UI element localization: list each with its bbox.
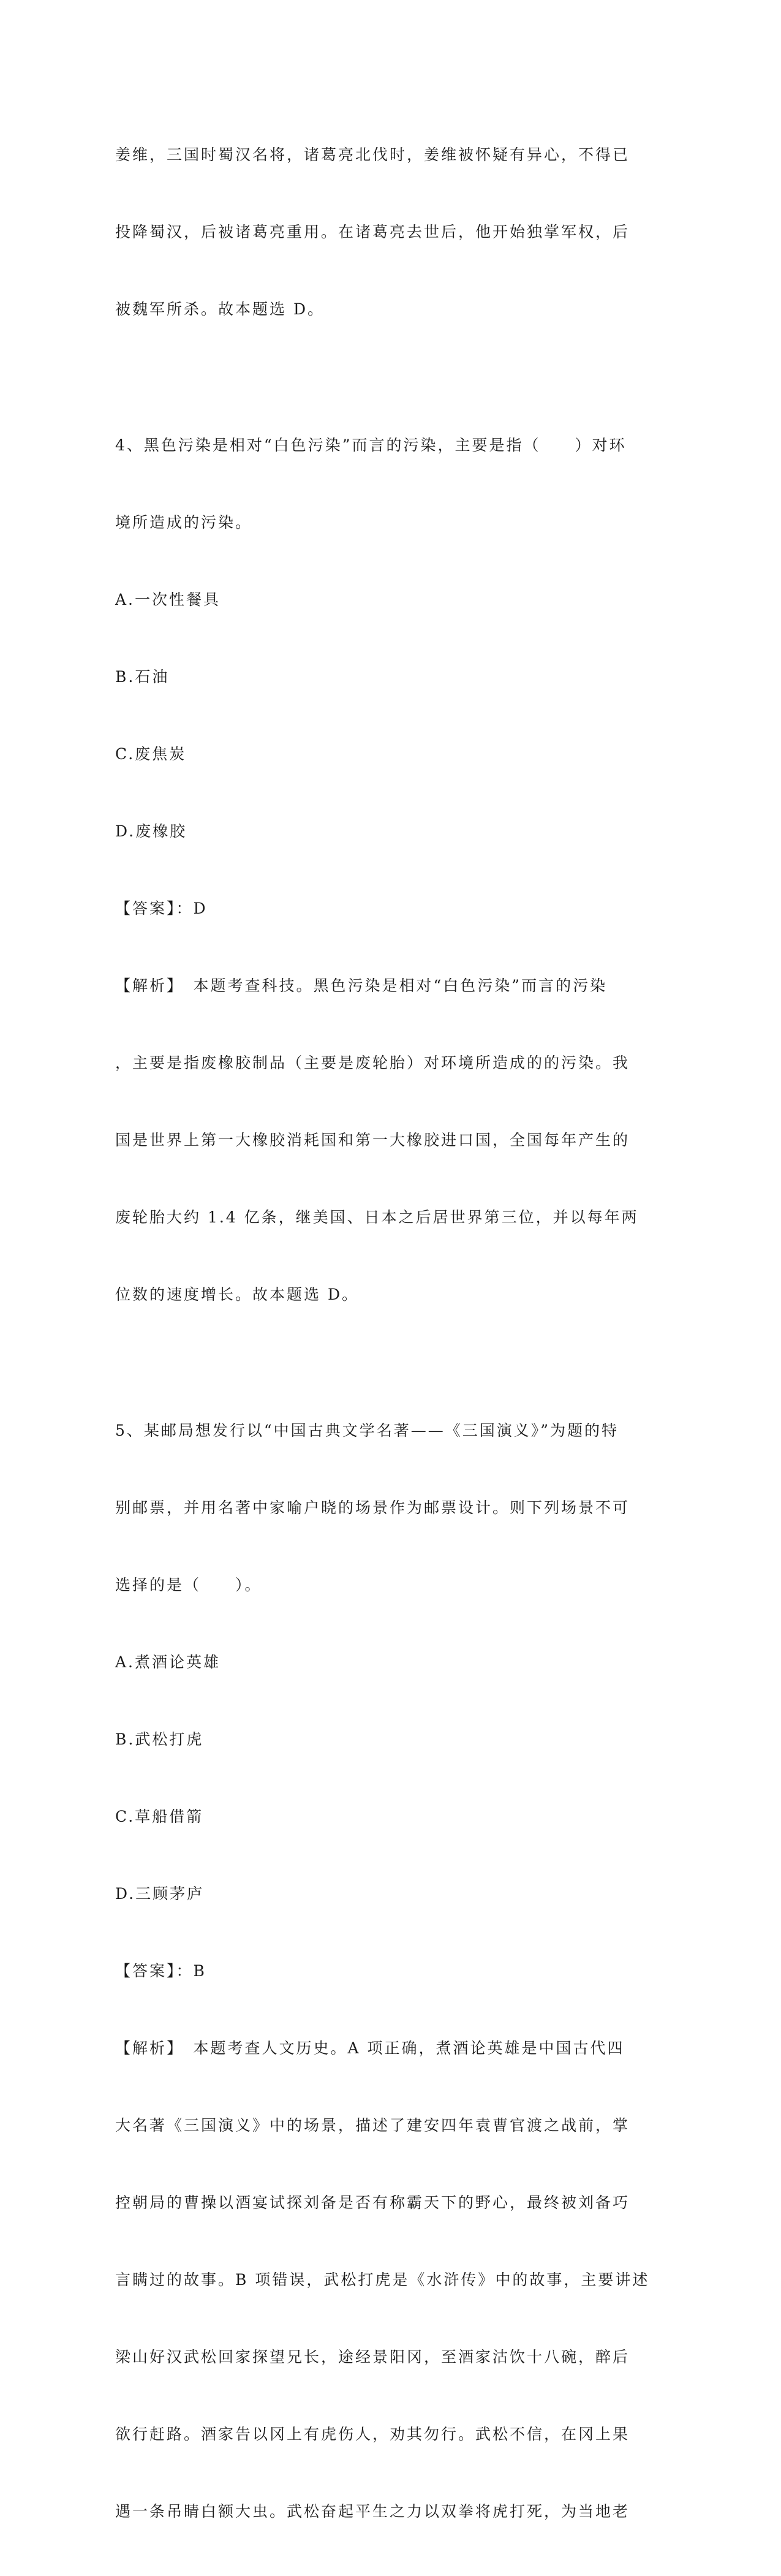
question-4-analysis: 废轮胎大约 1.4 亿条，继美国、日本之后居世界第三位，并以每年两 xyxy=(115,1208,639,1226)
question-4-answer: 【答案】：D xyxy=(115,900,208,917)
intro-line: 被魏军所杀。故本题选 D。 xyxy=(115,300,325,318)
question-5-option-b: B.武松打虎 xyxy=(115,1730,204,1748)
spacer xyxy=(115,1359,654,1366)
question-4-analysis: 位数的速度增长。故本题选 D。 xyxy=(115,1286,359,1303)
question-5-analysis: 欲行赶路。酒家告以冈上有虎伤人，劝其勿行。武松不信，在冈上果 xyxy=(115,2425,630,2443)
question-5-analysis: 遇一条吊睛白额大虫。武松奋起平生之力以双拳将虎打死，为当地老 xyxy=(115,2502,630,2520)
intro-paragraph xyxy=(115,91,654,374)
question-4 xyxy=(115,381,654,1359)
intro-line: 姜维，三国时蜀汉名将，诸葛亮北伐时，姜维被怀疑有异心，不得已 xyxy=(115,146,630,164)
question-4-text: 境所造成的污染。 xyxy=(115,513,253,531)
question-4-analysis: 【解析】 本题考查科技。黑色污染是相对“白色污染”而言的污染 xyxy=(115,977,608,994)
question-4-text: 4、黑色污染是相对“白色污染”而言的污染，主要是指（ ）对环 xyxy=(115,436,627,454)
question-5-analysis: 梁山好汉武松回家探望兄长，途经景阳冈，至酒家沽饮十八碗，醉后 xyxy=(115,2348,630,2366)
question-4-option-c: C.废焦炭 xyxy=(115,745,187,763)
question-5-answer: 【答案】：B xyxy=(115,1962,206,1980)
question-5-text: 5、某邮局想发行以“中国古典文学名著——《三国演义》”为题的特 xyxy=(115,1422,619,1439)
question-4-analysis: ，主要是指废橡胶制品（主要是废轮胎）对环境所造成的的污染。我 xyxy=(115,1054,630,1072)
intro-line: 投降蜀汉，后被诸葛亮重用。在诸葛亮去世后，他开始独掌军权，后 xyxy=(115,223,630,241)
question-5-option-d: D.三顾茅庐 xyxy=(115,1885,205,1903)
question-5 xyxy=(115,1366,654,2576)
question-5-text: 选择的是（ ）。 xyxy=(115,1576,262,1594)
question-5-analysis: 控朝局的曹操以酒宴试探刘备是否有称霸天下的野心，最终被刘备巧 xyxy=(115,2194,630,2211)
question-4-option-b: B.石油 xyxy=(115,668,170,686)
question-5-analysis: 大名著《三国演义》中的场景，描述了建安四年袁曹官渡之战前，掌 xyxy=(115,2116,630,2134)
spacer xyxy=(115,374,654,381)
question-5-text: 别邮票，并用名著中家喻户晓的场景作为邮票设计。则下列场景不可 xyxy=(115,1499,630,1517)
question-4-analysis: 国是世界上第一大橡胶消耗国和第一大橡胶进口国，全国每年产生的 xyxy=(115,1131,630,1149)
question-4-option-d: D.废橡胶 xyxy=(115,822,187,840)
question-5-option-a: A.煮酒论英雄 xyxy=(115,1653,221,1671)
document-body xyxy=(115,91,654,2576)
question-4-option-a: A.一次性餐具 xyxy=(115,591,221,608)
question-5-analysis: 【解析】 本题考查人文历史。A 项正确，煮酒论英雄是中国古代四 xyxy=(115,2039,625,2057)
question-5-option-c: C.草船借箭 xyxy=(115,1808,204,1825)
question-5-analysis: 言瞒过的故事。B 项错误，武松打虎是《水浒传》中的故事，主要讲述 xyxy=(115,2271,650,2289)
